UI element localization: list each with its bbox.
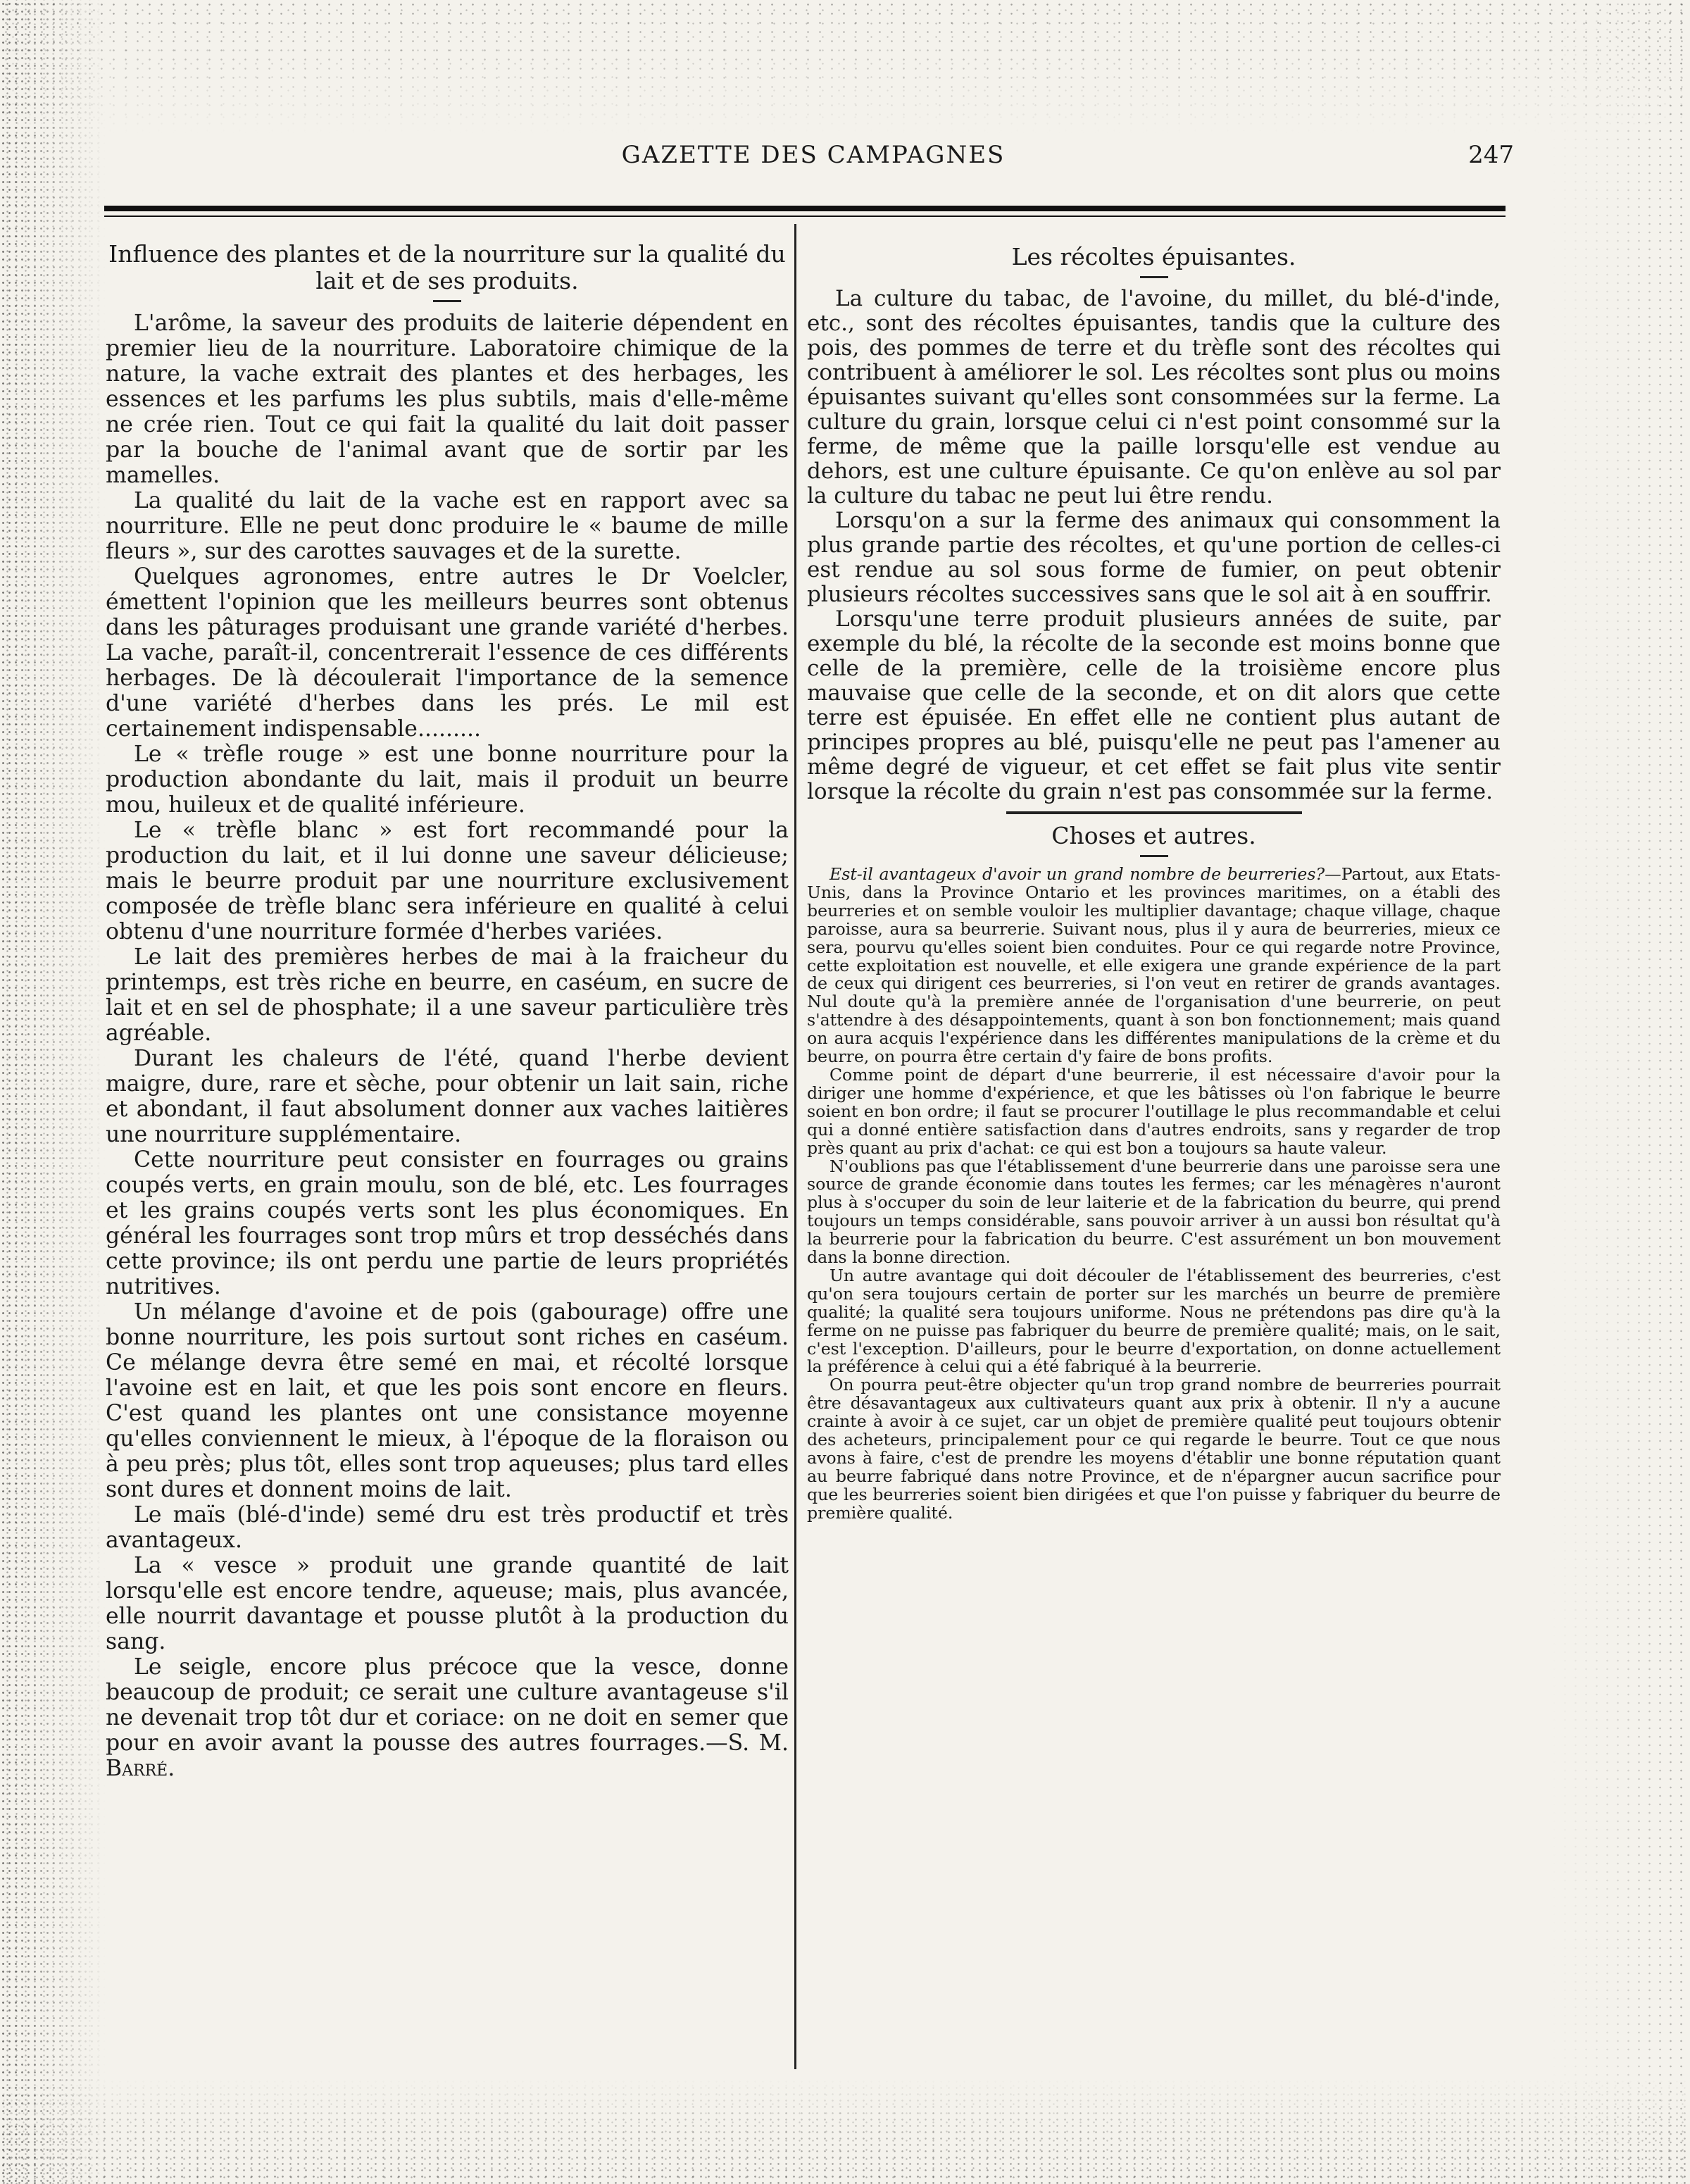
misc-paragraph-lead <box>807 866 1501 1066</box>
misc-paragraph: Comme point de départ d'une beurrerie, il est nécessaire d'avoir pour la diriger une homme d'expérience, et que les bâtisses où l'on fabrique le beurre soient en bon ordre; il faut se procurer l'outillage le plus recommandable et celui qui a donné entière satisfaction dans d'autres endroits, sans y regarder de trop près quant au prix d'achat: ce qui est bon a toujours sa haute valeur. <box>807 1064 1501 1158</box>
section-separator <box>1006 811 1302 814</box>
misc-paragraph: On pourra peut-être objecter qu'un trop grand nombre de beurreries pourrait être désavantageux aux cultivateurs quant aux prix à obtenir. Il n'y a aucune crainte à avoir à ce sujet, car un objet de première qualité peut toujours obtenir des acheteurs, principalement pour ce qui regarde le beurre. Tout ce que nous avons à faire, c'est de prendre les moyens d'établir une bonne réputation quant au beurre fabriqué dans notre Province, et de n'épargner aucun sacrifice pour que les beurreries soient bien dirigées et que l'on puisse y fabriquer du beurre de première qualité. <box>807 1375 1501 1523</box>
left-column <box>106 241 789 1781</box>
scan-noise-bottom <box>0 2078 1690 2184</box>
title-dash <box>433 300 461 302</box>
left-paragraph-text: Le seigle, encore plus précoce que la vesce, donne beaucoup de produit; ce serait une culture avantageuse s'il ne devenait trop tôt dur et coriace: on ne doit en semer que pour en avoir avant la pousse des autres fourrages.— <box>106 1654 789 1756</box>
left-paragraph: Durant les chaleurs de l'été, quand l'herbe devient maigre, dure, rare et sèche, pour obtenir un lait sain, riche et abondant, il faut absolument donner aux vaches laitières une nourriture supplémentaire. <box>106 1046 789 1147</box>
column-divider <box>794 224 796 2069</box>
left-paragraph: Le lait des premières herbes de mai à la fraicheur du printemps, est très riche en beurre, en caséum, en sucre de lait et en sel de phosphate; il a une saveur particulière très agréable. <box>106 944 789 1046</box>
page-number: 247 <box>1468 141 1514 169</box>
misc-section-body <box>807 866 1501 1523</box>
left-paragraph: Quelques agronomes, entre autres le Dr Voelcler, émettent l'opinion que les meilleurs beurres sont obtenus dans les pâturages produisant une grande variété d'herbes. La vache, paraît-il, concentrerait l'essence de ces différents herbages. De là découlerait l'importance de la semence d'une variété d'herbes dans les prés. Le mil est certainement indispensable......... <box>106 564 789 742</box>
misc-paragraph-text: —Partout, aux Etats-Unis, dans la Province Ontario et les provinces maritimes, on a établi des beurreries et on semble vouloir les multiplier davantage; chaque village, chaque paroisse, aura sa beurrerie. Suivant nous, plus il y aura de beurreries, mieux ce sera, pourvu qu'elles soient bien conduites. Pour ce qui regarde notre Province, cette exploitation est nouvelle, et elle exigera une grande expérience de la part de ceux qui dirigent ces beurreries, si l'on veut en retirer de grands avantages. Nul doute qu'à la première année de l'organisation d'une beurrerie, on peut s'attendre à des désappointements, quant à son bon fonctionnement; mais quand on aura acquis l'expérience dans les différentes manipulations de la crème et du beurre, on pourra être certain d'y faire de bons profits. <box>807 864 1501 1067</box>
page-header <box>113 141 1514 176</box>
misc-paragraph: N'oublions pas que l'établissement d'une beurrerie dans une paroisse sera une source de grande économie dans toutes les fermes; car les ménagères n'auront plus à s'occuper du soin de leur laiterie et de la fabrication du beurre, qui prend toujours un temps considérable, sans pouvoir arriver à un aussi bon résultat qu'à la beurrerie pour la fabrication du beurre. C'est assurément un bon mouvement dans la bonne direction. <box>807 1156 1501 1268</box>
right-paragraph: Lorsqu'on a sur la ferme des animaux qui consomment la plus grande partie des récoltes, et qu'une portion de celles-ci est rendue au sol sous forme de fumier, on peut obtenir plusieurs récoltes successives sans que le sol ait à en souffrir. <box>807 508 1501 607</box>
scan-noise-left <box>0 0 106 2184</box>
right-article-title: Les récoltes épuisantes. <box>1011 243 1296 270</box>
author-signature: S. M. Barré. <box>106 1730 789 1781</box>
right-paragraph: Lorsqu'une terre produit plusieurs années de suite, par exemple du blé, la récolte de la seconde est moins bonne que celle de la première, celle de la troisième encore plus mauvaise que celle de la seconde, et on dit alors que cette terre est épuisée. En effet elle ne contient plus autant de principes propres au blé, puisqu'elle ne peut pas l'amener au même degré de vigueur, et cet effet se fait plus vite sentir lorsque la récolte du grain n'est pas consommée sur la ferme. <box>807 606 1501 804</box>
left-paragraph: La qualité du lait de la vache est en rapport avec sa nourriture. Elle ne peut donc produire le « baume de mille fleurs », sur des carottes sauvages et de la surette. <box>106 488 789 564</box>
left-paragraph: Le « trèfle rouge » est une bonne nourriture pour la production abondante du lait, mais il produit un beurre mou, huileux et de qualité inférieure. <box>106 742 789 818</box>
left-paragraph-last <box>106 1654 789 1781</box>
left-paragraph: Cette nourriture peut consister en fourrages ou grains coupés verts, en grain moulu, son de blé, etc. Les fourrages et les grains coupés verts sont les plus économiques. En général les fourrages sont trop mûrs et trop desséchés dans cette province; ils ont perdu une partie de leurs propriétés nutritives. <box>106 1147 789 1299</box>
misc-lead-title: Est-il avantageux d'avoir un grand nombre de beurreries? <box>830 864 1325 884</box>
misc-section-title: Choses et autres. <box>1051 822 1256 849</box>
left-paragraph: Un mélange d'avoine et de pois (gabourage) offre une bonne nourriture, les pois surtout sont riches en caséum. Ce mélange devra être semé en mai, et récolté lorsque l'avoine est en lait, et que les pois sont encore en fleurs. C'est quand les plantes ont une consistance moyenne qu'elles conviennent le mieux, à l'époque de la floraison ou à peu près; plus tôt, elles sont trop aqueuses; plus tard elles sont dures et donnent moins de lait. <box>106 1299 789 1502</box>
right-column <box>807 241 1501 1523</box>
left-paragraph: Le « trèfle blanc » est fort recommandé pour la production du lait, et il lui donne une saveur délicieuse; mais le beurre produit par une nourriture exclusivement composée de trèfle blanc sera inférieure en qualité à celui obtenu d'une nourriture formée d'herbes variées. <box>106 818 789 944</box>
page-title: GAZETTE DES CAMPAGNES <box>621 141 1006 169</box>
title-dash <box>1140 855 1168 857</box>
right-paragraph: La culture du tabac, de l'avoine, du millet, du blé-d'inde, etc., sont des récoltes épuisantes, tandis que la culture des pois, des pommes de terre et du trèfle sont des récoltes qui contribuent à améliorer le sol. Les récoltes sont plus ou moins épuisantes suivant qu'elles sont consommées sur la ferme. La culture du grain, lorsque celui ci n'est point consommé sur la ferme, de même que la paille lorsqu'elle est vendue au dehors, est une culture épuisante. Ce qu'on enlève au sol par la culture du tabac ne peut lui être rendu. <box>807 286 1501 508</box>
header-rule-thin <box>104 216 1506 217</box>
left-paragraph: L'arôme, la saveur des produits de laiterie dépendent en premier lieu de la nourriture. Laboratoire chimique de la nature, la vache extrait des plantes et des herbages, les essences et les parfums les plus subtils, mais d'elle-même ne crée rien. Tout ce qui fait la qualité du lait doit passer par la bouche de l'animal avant que de sortir par les mamelles. <box>106 311 789 488</box>
title-dash <box>1140 276 1168 278</box>
scan-noise-right <box>1549 0 1690 2184</box>
misc-paragraph: Un autre avantage qui doit découler de l'établissement des beurreries, c'est qu'on sera toujours certain de porter sur les marchés un beurre de première qualité; la qualité sera toujours uniforme. Nous ne prétendons pas dire qu'à la ferme on ne puisse pas fabriquer du beurre de première qualité; mais, on le sait, c'est l'exception. D'ailleurs, pour le beurre d'exportation, on donne actuellement la préférence à celui qui a été fabriqué à la beurrerie. <box>807 1265 1501 1377</box>
scan-noise-top <box>0 0 1690 134</box>
left-article-title: Influence des plantes et de la nourriture sur la qualité du lait et de ses produits. <box>108 240 786 294</box>
left-paragraph: Le maïs (blé-d'inde) semé dru est très productif et très avantageux. <box>106 1502 789 1553</box>
header-rule-thick <box>104 206 1506 211</box>
left-paragraph: La « vesce » produit une grande quantité de lait lorsqu'elle est encore tendre, aqueuse; mais, plus avancée, elle nourrit davantage et pousse plutôt à la production du sang. <box>106 1553 789 1654</box>
